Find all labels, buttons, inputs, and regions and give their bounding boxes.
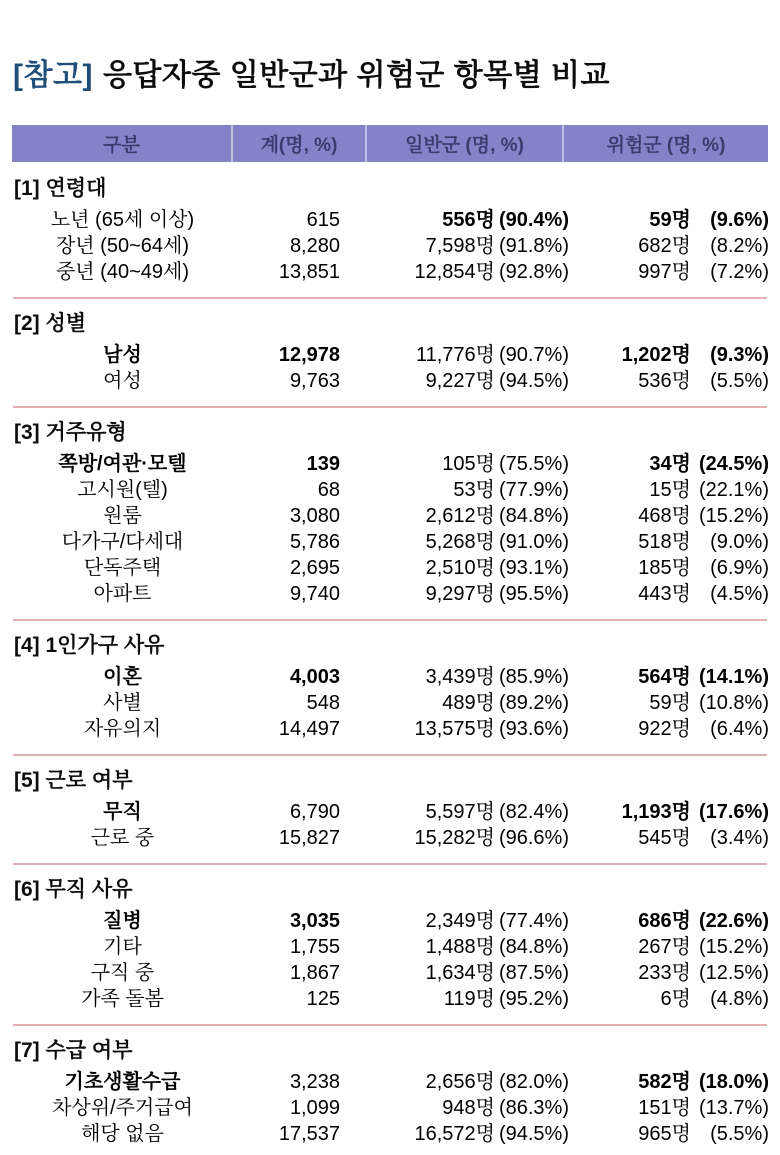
row-label: 이혼: [103, 666, 142, 688]
table-row: [12, 207, 780, 233]
cell-general-count: 1,488명: [425, 936, 495, 958]
cell-risk-count: 686명: [638, 910, 691, 932]
cell-general-count: 16,572명: [414, 1123, 495, 1145]
section: [0, 1037, 780, 1147]
cell-total: 68: [317, 479, 340, 501]
cell-general-pct: (94.5%): [498, 370, 569, 392]
cell-risk-pct: (8.2%): [710, 235, 769, 257]
cell-risk-count: 151명: [638, 1097, 691, 1119]
cell-total: 5,786: [289, 531, 340, 553]
row-label: 질병: [103, 910, 142, 932]
cell-risk-pct: (24.5%): [698, 453, 769, 475]
cell-total: 615: [306, 209, 340, 231]
table-row: [12, 368, 780, 394]
table-row: [12, 664, 780, 690]
section-divider: [13, 754, 767, 756]
cell-general-pct: (95.5%): [498, 583, 569, 605]
cell-total: 1,755: [289, 936, 340, 958]
cell-total: 125: [306, 988, 340, 1010]
row-label: 근로 중: [90, 827, 155, 849]
row-label: 여성: [103, 370, 142, 392]
cell-risk-pct: (15.2%): [698, 936, 769, 958]
section-title: [7] 수급 여부: [14, 1039, 133, 1062]
row-label: 기초생활수급: [64, 1071, 181, 1093]
cell-general-pct: (75.5%): [498, 453, 569, 475]
row-label: 다가구/다세대: [61, 531, 184, 553]
cell-general-pct: (96.6%): [498, 827, 569, 849]
table-row: [12, 451, 780, 477]
cell-general-pct: (94.5%): [498, 1123, 569, 1145]
header-cell-general-group: 일반군 (명, %): [367, 125, 564, 162]
section-rows: [12, 207, 780, 285]
cell-general-pct: (93.1%): [498, 557, 569, 579]
row-label: 자유의지: [83, 718, 162, 740]
section-title: [1] 연령대: [14, 177, 107, 200]
section-divider: [13, 1024, 767, 1026]
cell-risk-pct: (3.4%): [710, 827, 769, 849]
cell-general-count: 556명: [442, 209, 495, 231]
cell-risk-pct: (7.2%): [710, 261, 769, 283]
row-label: 노년 (65세 이상): [50, 209, 195, 231]
cell-risk-count: 233명: [638, 962, 691, 984]
table-row: [12, 986, 780, 1012]
section-rows: [12, 908, 780, 1012]
section: [0, 767, 780, 865]
page-title-tag: [참고]: [13, 59, 93, 92]
cell-general-pct: (84.8%): [498, 936, 569, 958]
cell-total: 9,740: [289, 583, 340, 605]
cell-risk-count: 682명: [638, 235, 691, 257]
table-body: [0, 175, 780, 1147]
cell-risk-pct: (17.6%): [698, 801, 769, 823]
table-row: [12, 825, 780, 851]
cell-risk-count: 922명: [638, 718, 691, 740]
table-row: [12, 799, 780, 825]
table-row: [12, 233, 780, 259]
cell-risk-count: 564명: [638, 666, 691, 688]
cell-risk-count: 59명: [649, 209, 691, 231]
cell-total: 15,827: [278, 827, 340, 849]
cell-total: 139: [306, 453, 340, 475]
row-label: 원룸: [103, 505, 142, 527]
cell-risk-count: 1,193명: [621, 801, 691, 823]
cell-total: 6,790: [289, 801, 340, 823]
section-divider: [13, 619, 767, 621]
cell-general-pct: (95.2%): [498, 988, 569, 1010]
cell-general-count: 948명: [442, 1097, 495, 1119]
cell-general-pct: (90.4%): [498, 209, 569, 231]
cell-risk-count: 443명: [638, 583, 691, 605]
cell-risk-count: 518명: [638, 531, 691, 553]
section: [0, 876, 780, 1026]
section-rows: [12, 451, 780, 607]
table-row: [12, 716, 780, 742]
section-rows: [12, 342, 780, 394]
cell-general-count: 53명: [453, 479, 495, 501]
cell-risk-pct: (5.5%): [710, 1123, 769, 1145]
row-label: 사별: [103, 692, 142, 714]
header-cell-category: 구분: [12, 125, 233, 162]
cell-general-pct: (90.7%): [498, 344, 569, 366]
row-label: 중년 (40~49세): [55, 261, 189, 283]
row-label: 해당 없음: [81, 1123, 164, 1145]
cell-general-count: 105명: [442, 453, 495, 475]
cell-general-pct: (77.9%): [498, 479, 569, 501]
section: [0, 632, 780, 756]
cell-risk-pct: (22.1%): [698, 479, 769, 501]
cell-risk-count: 15명: [649, 479, 691, 501]
row-label: 단독주택: [83, 557, 162, 579]
table-row: [12, 934, 780, 960]
table-row: [12, 529, 780, 555]
cell-total: 8,280: [289, 235, 340, 257]
row-label: 쪽방/여관·모텔: [58, 453, 187, 475]
table-row: [12, 1121, 780, 1147]
cell-risk-count: 185명: [638, 557, 691, 579]
cell-general-count: 2,612명: [425, 505, 495, 527]
table-row: [12, 555, 780, 581]
cell-risk-pct: (9.3%): [710, 344, 769, 366]
cell-general-count: 119명: [443, 988, 495, 1010]
cell-total: 3,035: [289, 910, 340, 932]
cell-total: 3,080: [289, 505, 340, 527]
cell-general-count: 5,268명: [425, 531, 495, 553]
cell-risk-pct: (14.1%): [698, 666, 769, 688]
row-label: 기타: [103, 936, 142, 958]
section-divider: [13, 863, 767, 865]
cell-risk-pct: (13.7%): [698, 1097, 769, 1119]
section-divider: [13, 297, 767, 299]
cell-general-count: 489명: [442, 692, 495, 714]
header-cell-total: 계(명, %): [233, 125, 367, 162]
cell-risk-count: 6명: [660, 988, 691, 1010]
cell-general-count: 2,349명: [425, 910, 495, 932]
cell-risk-pct: (22.6%): [698, 910, 769, 932]
table-row: [12, 259, 780, 285]
cell-risk-count: 267명: [638, 936, 691, 958]
table-row: [12, 1069, 780, 1095]
cell-general-pct: (92.8%): [498, 261, 569, 283]
table-row: [12, 690, 780, 716]
row-label: 무직: [103, 801, 142, 823]
cell-risk-count: 1,202명: [621, 344, 691, 366]
section-title: [3] 거주유형: [14, 421, 127, 444]
row-label: 구직 중: [90, 962, 155, 984]
cell-general-count: 11,776명: [415, 344, 495, 366]
section-title: [6] 무직 사유: [14, 878, 133, 901]
page-title: [13, 50, 780, 94]
cell-risk-count: 59명: [649, 692, 691, 714]
cell-total: 12,978: [278, 344, 340, 366]
section: [0, 419, 780, 621]
cell-risk-count: 545명: [638, 827, 691, 849]
cell-risk-pct: (9.0%): [710, 531, 769, 553]
table-row: [12, 1095, 780, 1121]
cell-general-pct: (82.0%): [498, 1071, 569, 1093]
cell-general-count: 9,297명: [425, 583, 495, 605]
cell-risk-count: 965명: [638, 1123, 691, 1145]
cell-total: 13,851: [278, 261, 340, 283]
cell-risk-count: 582명: [638, 1071, 691, 1093]
cell-general-pct: (93.6%): [498, 718, 569, 740]
cell-total: 9,763: [289, 370, 340, 392]
cell-risk-pct: (12.5%): [698, 962, 769, 984]
cell-risk-pct: (6.9%): [710, 557, 769, 579]
cell-general-count: 3,439명: [425, 666, 495, 688]
cell-risk-pct: (6.4%): [710, 718, 769, 740]
cell-risk-pct: (10.8%): [698, 692, 769, 714]
section: [0, 310, 780, 408]
cell-total: 17,537: [278, 1123, 340, 1145]
section-divider: [13, 406, 767, 408]
cell-risk-pct: (4.8%): [710, 988, 769, 1010]
cell-general-count: 12,854명: [414, 261, 495, 283]
page-title-text: 응답자중 일반군과 위험군 항목별 비교: [102, 59, 610, 92]
table-row: [12, 503, 780, 529]
cell-general-pct: (86.3%): [498, 1097, 569, 1119]
cell-general-count: 2,656명: [425, 1071, 495, 1093]
cell-general-count: 5,597명: [425, 801, 495, 823]
report-page: [0, 50, 780, 1155]
table-header: [12, 125, 768, 162]
cell-general-count: 1,634명: [425, 962, 495, 984]
cell-general-pct: (85.9%): [498, 666, 569, 688]
section: [0, 175, 780, 299]
cell-risk-count: 468명: [638, 505, 691, 527]
cell-general-pct: (89.2%): [498, 692, 569, 714]
row-label: 차상위/주거급여: [52, 1097, 193, 1119]
header-cell-risk-group: 위험군 (명, %): [606, 135, 726, 156]
cell-total: 2,695: [289, 557, 340, 579]
table-row: [12, 581, 780, 607]
cell-general-count: 9,227명: [425, 370, 495, 392]
row-label: 고시원(텔): [77, 479, 168, 501]
table-row: [12, 477, 780, 503]
cell-general-count: 7,598명: [425, 235, 495, 257]
cell-risk-pct: (15.2%): [698, 505, 769, 527]
row-label: 남성: [103, 344, 142, 366]
cell-general-pct: (84.8%): [498, 505, 569, 527]
cell-total: 14,497: [278, 718, 340, 740]
section-rows: [12, 799, 780, 851]
cell-general-pct: (91.0%): [498, 531, 569, 553]
cell-risk-pct: (9.6%): [710, 209, 769, 231]
cell-total: 1,867: [289, 962, 340, 984]
cell-general-pct: (82.4%): [498, 801, 569, 823]
cell-risk-pct: (5.5%): [710, 370, 769, 392]
cell-risk-pct: (18.0%): [698, 1071, 769, 1093]
cell-total: 3,238: [289, 1071, 340, 1093]
cell-total: 1,099: [289, 1097, 340, 1119]
row-label: 장년 (50~64세): [55, 235, 189, 257]
section-title: [2] 성별: [14, 312, 87, 335]
table-row: [12, 960, 780, 986]
row-label: 가족 돌봄: [81, 988, 164, 1010]
cell-general-pct: (77.4%): [498, 910, 569, 932]
cell-general-count: 2,510명: [425, 557, 495, 579]
section-title: [5] 근로 여부: [14, 769, 133, 792]
cell-risk-count: 536명: [638, 370, 691, 392]
table-row: [12, 342, 780, 368]
cell-general-count: 13,575명: [414, 718, 495, 740]
cell-risk-count: 34명: [649, 453, 691, 475]
section-rows: [12, 664, 780, 742]
cell-total: 548: [306, 692, 340, 714]
cell-total: 4,003: [289, 666, 340, 688]
table-row: [12, 908, 780, 934]
cell-general-pct: (87.5%): [498, 962, 569, 984]
cell-risk-count: 997명: [638, 261, 691, 283]
cell-risk-pct: (4.5%): [710, 583, 769, 605]
cell-general-count: 15,282명: [414, 827, 495, 849]
section-rows: [12, 1069, 780, 1147]
section-title: [4] 1인가구 사유: [14, 634, 165, 657]
cell-general-pct: (91.8%): [498, 235, 569, 257]
row-label: 아파트: [93, 583, 152, 605]
